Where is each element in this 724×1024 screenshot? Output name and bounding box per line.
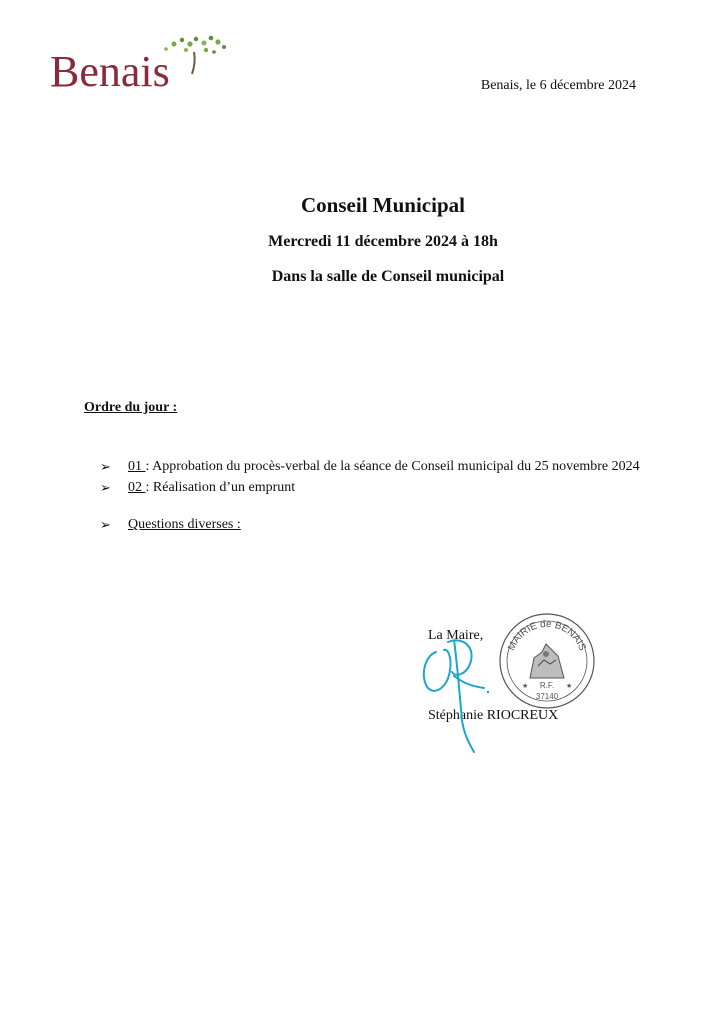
arrow-bullet-icon: ➢ (100, 459, 111, 474)
stamp-emblem-icon (530, 644, 564, 678)
agenda-item-text (128, 478, 660, 497)
stamp-postal-code: 37140 (535, 692, 559, 701)
arrow-bullet-icon: ➢ (100, 480, 111, 495)
logo-leaves-icon (164, 36, 226, 74)
benais-logo (46, 30, 236, 100)
mairie-stamp (496, 610, 598, 712)
signatory-name: Stéphanie RIOCREUX (428, 708, 559, 723)
stamp-star-right-icon: ★ (566, 682, 573, 690)
questions-diverses: Questions diverses : (128, 517, 241, 532)
agenda-item (100, 457, 660, 476)
meeting-date-time: Mercredi 11 décembre 2024 à 18h (268, 233, 498, 250)
stamp-top-text: MAIRIE de BENAIS (506, 618, 588, 653)
meeting-location: Dans la salle de Conseil municipal (271, 268, 505, 285)
agenda-item-number: 02 (128, 480, 146, 495)
agenda-item-questions (100, 515, 660, 534)
signatory-title: La Maire, (428, 628, 484, 643)
document-date: Benais, le 6 décembre 2024 (480, 78, 636, 93)
logo-text: Benais (50, 47, 170, 96)
agenda-list (100, 457, 660, 536)
agenda-item (100, 478, 660, 497)
agenda-item-label: : Réalisation d’un emprunt (145, 480, 296, 495)
page-title: Conseil Municipal (301, 193, 465, 217)
arrow-bullet-icon: ➢ (100, 517, 111, 532)
stamp-star-left-icon: ★ (522, 682, 529, 690)
handwritten-signature (418, 630, 498, 755)
agenda-item-label: : Approbation du procès-verbal de la séance de Conseil municipal du 25 novembre 2024 (145, 459, 640, 474)
agenda-item-number: 01 (128, 459, 146, 474)
agenda-heading: Ordre du jour : (84, 400, 178, 415)
stamp-rf: R.F. (539, 681, 555, 690)
agenda-item-text (128, 457, 660, 476)
